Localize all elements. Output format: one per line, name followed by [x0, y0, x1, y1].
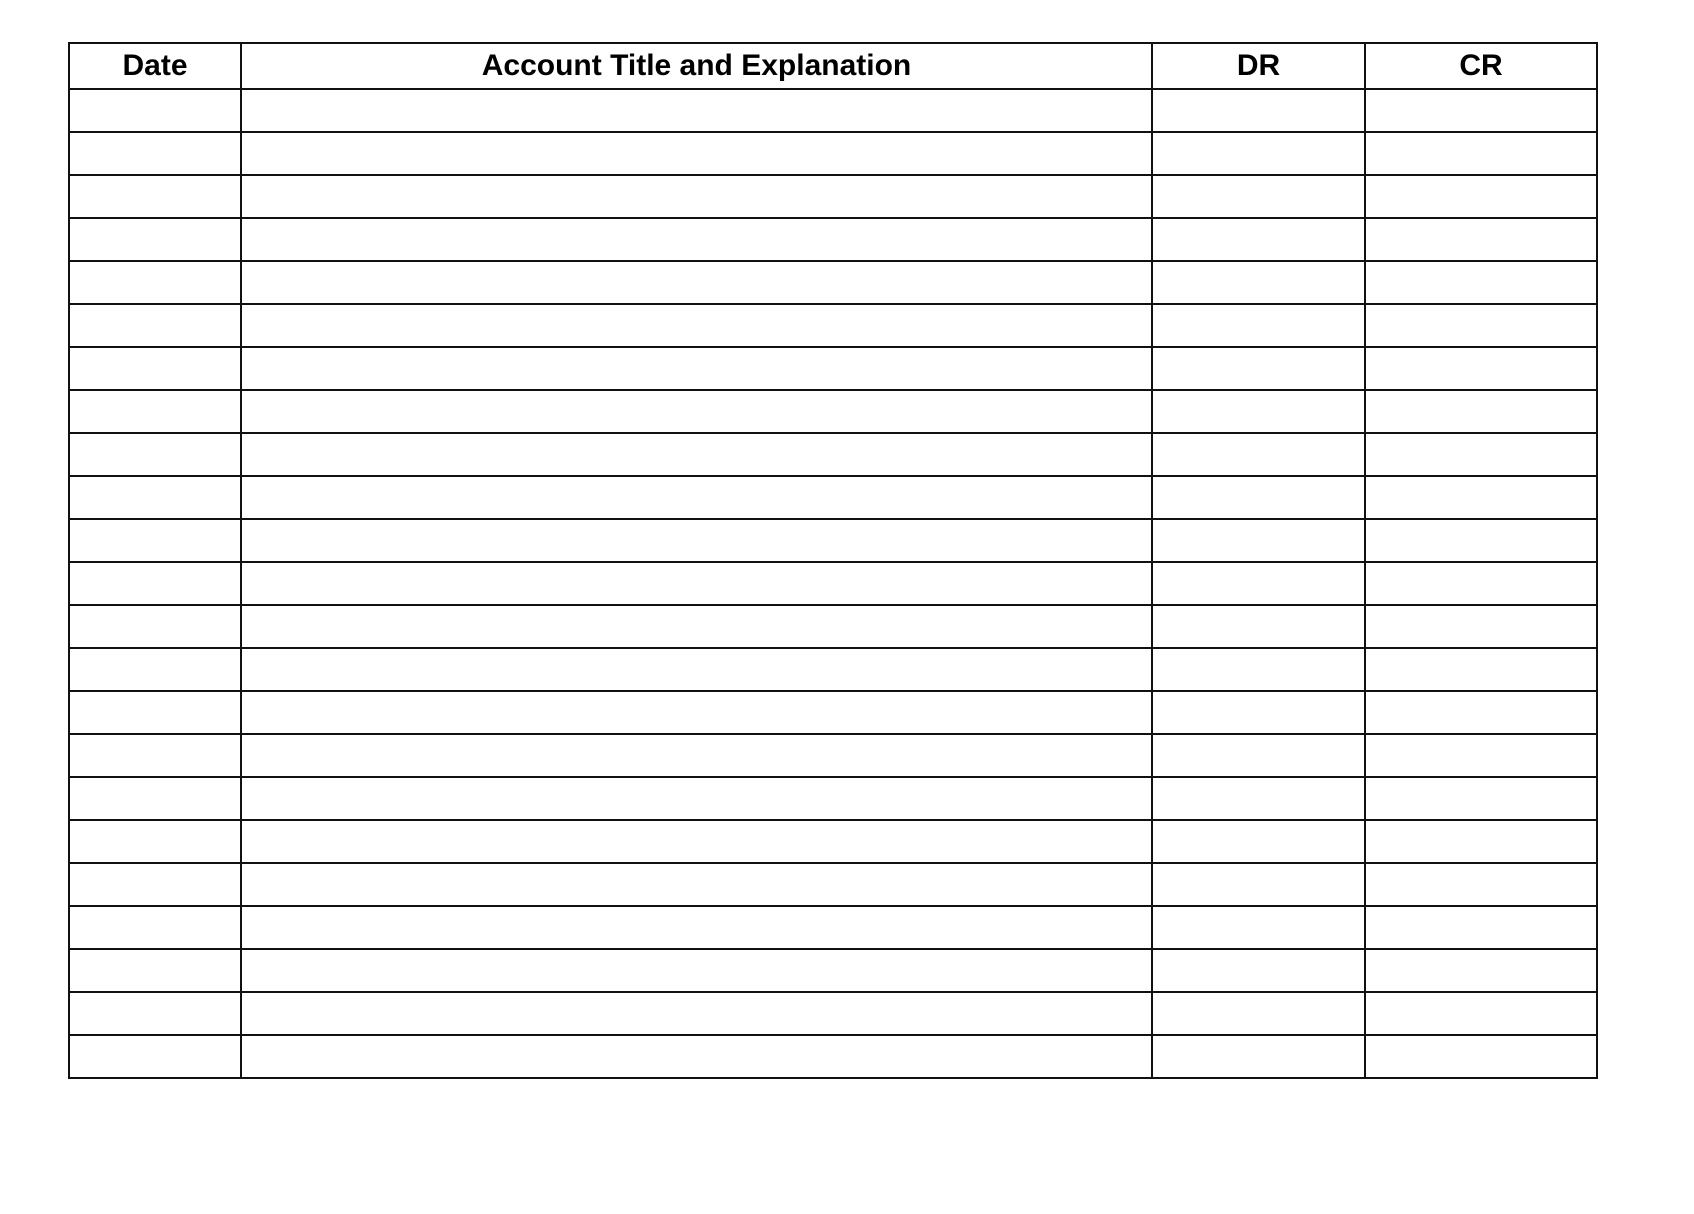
debit-cell — [1152, 820, 1365, 863]
date-cell — [69, 734, 241, 777]
table-body — [69, 89, 1597, 1078]
credit-cell — [1365, 734, 1597, 777]
date-cell — [69, 304, 241, 347]
account-cell — [241, 734, 1152, 777]
table-row — [69, 1035, 1597, 1078]
account-cell — [241, 562, 1152, 605]
date-cell — [69, 433, 241, 476]
table-row — [69, 347, 1597, 390]
date-cell — [69, 992, 241, 1035]
table-row — [69, 175, 1597, 218]
debit-cell — [1152, 949, 1365, 992]
table-row — [69, 519, 1597, 562]
table-row — [69, 89, 1597, 132]
debit-cell — [1152, 476, 1365, 519]
credit-cell — [1365, 519, 1597, 562]
credit-cell — [1365, 906, 1597, 949]
account-cell — [241, 175, 1152, 218]
debit-cell — [1152, 304, 1365, 347]
debit-cell — [1152, 734, 1365, 777]
date-cell — [69, 261, 241, 304]
header-row — [69, 43, 1597, 89]
table-row — [69, 261, 1597, 304]
debit-cell — [1152, 906, 1365, 949]
journal-entry-table — [68, 42, 1598, 1079]
credit-cell — [1365, 562, 1597, 605]
date-cell — [69, 691, 241, 734]
date-cell — [69, 605, 241, 648]
table-row — [69, 734, 1597, 777]
debit-cell — [1152, 132, 1365, 175]
date-cell — [69, 89, 241, 132]
date-cell — [69, 1035, 241, 1078]
table-row — [69, 390, 1597, 433]
debit-cell — [1152, 175, 1365, 218]
account-cell — [241, 863, 1152, 906]
debit-cell — [1152, 261, 1365, 304]
header-debit: DR — [1152, 43, 1365, 89]
account-cell — [241, 906, 1152, 949]
date-cell — [69, 820, 241, 863]
table-header — [69, 43, 1597, 89]
account-cell — [241, 648, 1152, 691]
header-date: Date — [69, 43, 241, 89]
credit-cell — [1365, 433, 1597, 476]
account-cell — [241, 1035, 1152, 1078]
account-cell — [241, 992, 1152, 1035]
date-cell — [69, 390, 241, 433]
account-cell — [241, 691, 1152, 734]
account-cell — [241, 390, 1152, 433]
credit-cell — [1365, 304, 1597, 347]
debit-cell — [1152, 691, 1365, 734]
account-cell — [241, 519, 1152, 562]
account-cell — [241, 304, 1152, 347]
table-row — [69, 476, 1597, 519]
account-cell — [241, 89, 1152, 132]
date-cell — [69, 175, 241, 218]
table-row — [69, 605, 1597, 648]
debit-cell — [1152, 218, 1365, 261]
debit-cell — [1152, 1035, 1365, 1078]
date-cell — [69, 777, 241, 820]
account-cell — [241, 949, 1152, 992]
account-cell — [241, 433, 1152, 476]
debit-cell — [1152, 433, 1365, 476]
table-row — [69, 218, 1597, 261]
credit-cell — [1365, 992, 1597, 1035]
table-row — [69, 304, 1597, 347]
table-row — [69, 820, 1597, 863]
date-cell — [69, 863, 241, 906]
debit-cell — [1152, 519, 1365, 562]
account-cell — [241, 777, 1152, 820]
table-row — [69, 992, 1597, 1035]
credit-cell — [1365, 691, 1597, 734]
account-cell — [241, 605, 1152, 648]
table-row — [69, 906, 1597, 949]
credit-cell — [1365, 89, 1597, 132]
credit-cell — [1365, 949, 1597, 992]
date-cell — [69, 648, 241, 691]
table-row — [69, 777, 1597, 820]
credit-cell — [1365, 218, 1597, 261]
credit-cell — [1365, 820, 1597, 863]
date-cell — [69, 132, 241, 175]
credit-cell — [1365, 261, 1597, 304]
credit-cell — [1365, 175, 1597, 218]
credit-cell — [1365, 648, 1597, 691]
credit-cell — [1365, 777, 1597, 820]
date-cell — [69, 347, 241, 390]
credit-cell — [1365, 1035, 1597, 1078]
debit-cell — [1152, 605, 1365, 648]
account-cell — [241, 261, 1152, 304]
credit-cell — [1365, 347, 1597, 390]
date-cell — [69, 906, 241, 949]
debit-cell — [1152, 562, 1365, 605]
debit-cell — [1152, 777, 1365, 820]
account-cell — [241, 218, 1152, 261]
credit-cell — [1365, 863, 1597, 906]
credit-cell — [1365, 476, 1597, 519]
table-row — [69, 433, 1597, 476]
debit-cell — [1152, 648, 1365, 691]
debit-cell — [1152, 347, 1365, 390]
date-cell — [69, 949, 241, 992]
account-cell — [241, 476, 1152, 519]
date-cell — [69, 562, 241, 605]
credit-cell — [1365, 132, 1597, 175]
debit-cell — [1152, 863, 1365, 906]
debit-cell — [1152, 390, 1365, 433]
table-row — [69, 863, 1597, 906]
account-cell — [241, 820, 1152, 863]
date-cell — [69, 519, 241, 562]
account-cell — [241, 347, 1152, 390]
date-cell — [69, 476, 241, 519]
credit-cell — [1365, 605, 1597, 648]
date-cell — [69, 218, 241, 261]
table-row — [69, 648, 1597, 691]
account-cell — [241, 132, 1152, 175]
header-account-title: Account Title and Explanation — [241, 43, 1152, 89]
table-row — [69, 949, 1597, 992]
debit-cell — [1152, 992, 1365, 1035]
credit-cell — [1365, 390, 1597, 433]
table-row — [69, 562, 1597, 605]
header-credit: CR — [1365, 43, 1597, 89]
debit-cell — [1152, 89, 1365, 132]
table-row — [69, 132, 1597, 175]
table-row — [69, 691, 1597, 734]
